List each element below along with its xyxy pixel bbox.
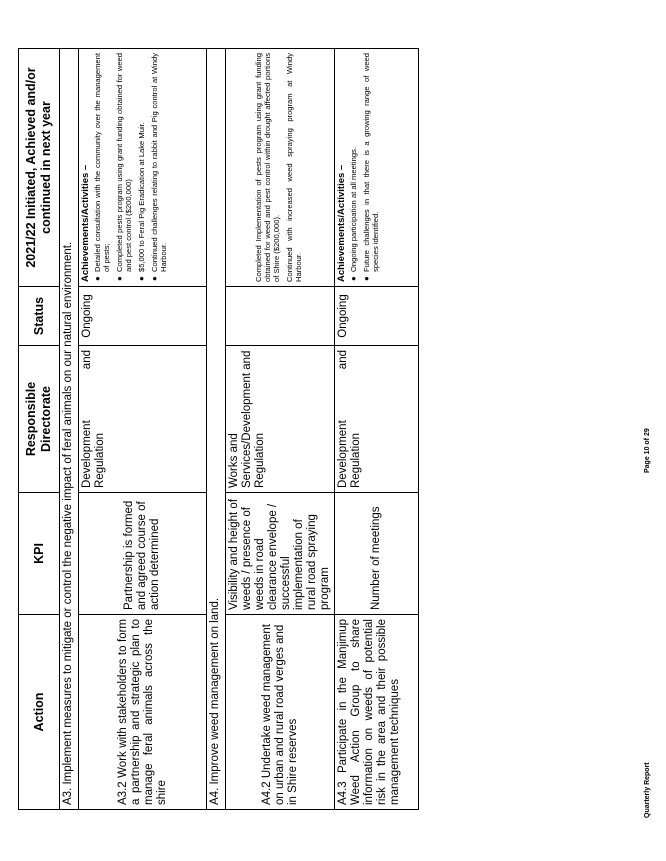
- list-item: ● Continued challenges relating to rabbit and Pig control at Windy Harbour.: [150, 53, 168, 281]
- progress-text-a42-2: Continued with increased weed spraying program at Windy Harbour.: [284, 53, 303, 282]
- table-row-a32: [79, 49, 207, 810]
- directorate-a32-part1: Development: [81, 420, 93, 488]
- action-cell-a42: A4.2 Undertake weed management on urban and rural road verges and in Shire reserves: [226, 615, 335, 810]
- bullet-icon: ●: [115, 276, 124, 281]
- bullet-icon: ●: [362, 276, 371, 281]
- status-cell-a43: Ongoing: [335, 287, 419, 346]
- header-action: Action: [19, 615, 60, 810]
- bullet-icon: ●: [93, 276, 102, 281]
- footer-report-name: Quarterly Report: [644, 762, 651, 818]
- header-directorate: Responsible Directorate: [19, 346, 60, 493]
- section-a4-heading: A4. Improve weed management on land.: [207, 49, 226, 810]
- bullet-icon: ●: [137, 276, 146, 281]
- kpi-cell-a42: Visibility and height of weeds / presence of weeds in road clearance envelope / successful implementation of rural road spraying program: [226, 493, 335, 615]
- header-progress: 2021/22 Initiated, Achieved and/or continued in next year: [19, 49, 60, 287]
- progress-cell-a43: [335, 49, 419, 287]
- bullet-icon: ●: [349, 276, 358, 281]
- list-item: ● $5,000 to Feral Pig Eradication at Lake Muir.: [137, 122, 146, 281]
- footer-page-number: Page 10 of 29: [644, 428, 651, 473]
- directorate-a43-part1: Development: [337, 420, 349, 488]
- list-item: ● Future challenges in that there is a growing range of weed species identified.: [362, 53, 380, 281]
- list-item: ● Ongoing participation at all meetings.: [349, 147, 358, 281]
- action-cell-a32: A3.2 Work with stakeholders to form a partnership and strategic plan to manage feral animals across the shire: [79, 615, 207, 810]
- table-row-a42: [226, 49, 335, 810]
- kpi-cell-a32: Partnership is formed and agreed course of action determined: [79, 493, 207, 615]
- progress-cell-a42: [226, 49, 335, 287]
- directorate-a32-part3: Regulation: [94, 433, 106, 488]
- directorate-cell-a32: [79, 346, 207, 493]
- kpi-table: [18, 48, 419, 810]
- bullet-icon: ●: [150, 276, 159, 281]
- status-cell-a32: Ongoing: [79, 287, 207, 346]
- list-item: ● Detailed consultation with the community over the management of pests;: [93, 53, 111, 281]
- progress-cell-a32: [79, 49, 207, 287]
- table-header-row: [19, 49, 60, 810]
- directorate-a32-part2: and: [81, 350, 93, 370]
- achievements-heading-a43: Achievements/Activities –: [336, 164, 347, 282]
- action-cell-a43: A4.3 Participate in the Manjimup Weed Action Group to share information on weeds of potential risk in the area and their possible management techniques: [335, 615, 419, 810]
- directorate-cell-a42: Works and Services/Development and Regulation: [226, 346, 335, 493]
- section-row-a3: [60, 49, 79, 810]
- progress-text-a42-1: Completed Implementation of pests program using grant funding obtained for weed and pest control within drought affected portions of Shire ($200,000).: [253, 53, 281, 282]
- header-status: Status: [19, 287, 60, 346]
- table-row-a43: [335, 49, 419, 810]
- directorate-cell-a43: [335, 346, 419, 493]
- header-kpi: KPI: [19, 493, 60, 615]
- status-cell-a42: [226, 287, 335, 346]
- section-row-a4: [207, 49, 226, 810]
- directorate-a43-part3: Regulation: [350, 433, 362, 488]
- directorate-a43-part2: and: [337, 350, 349, 370]
- section-a3-heading: A3. Implement measures to mitigate or control the negative impact of feral animals on our natural environment.: [60, 49, 79, 810]
- list-item: ● Completed pests program using grant funding obtained for weed and pest control ($200,000): [115, 53, 133, 281]
- progress-list-a43: [349, 53, 380, 282]
- kpi-cell-a43: Number of meetings: [335, 493, 419, 615]
- progress-list-a32: [93, 53, 168, 282]
- achievements-heading-a32: Achievements/Activities –: [80, 164, 91, 282]
